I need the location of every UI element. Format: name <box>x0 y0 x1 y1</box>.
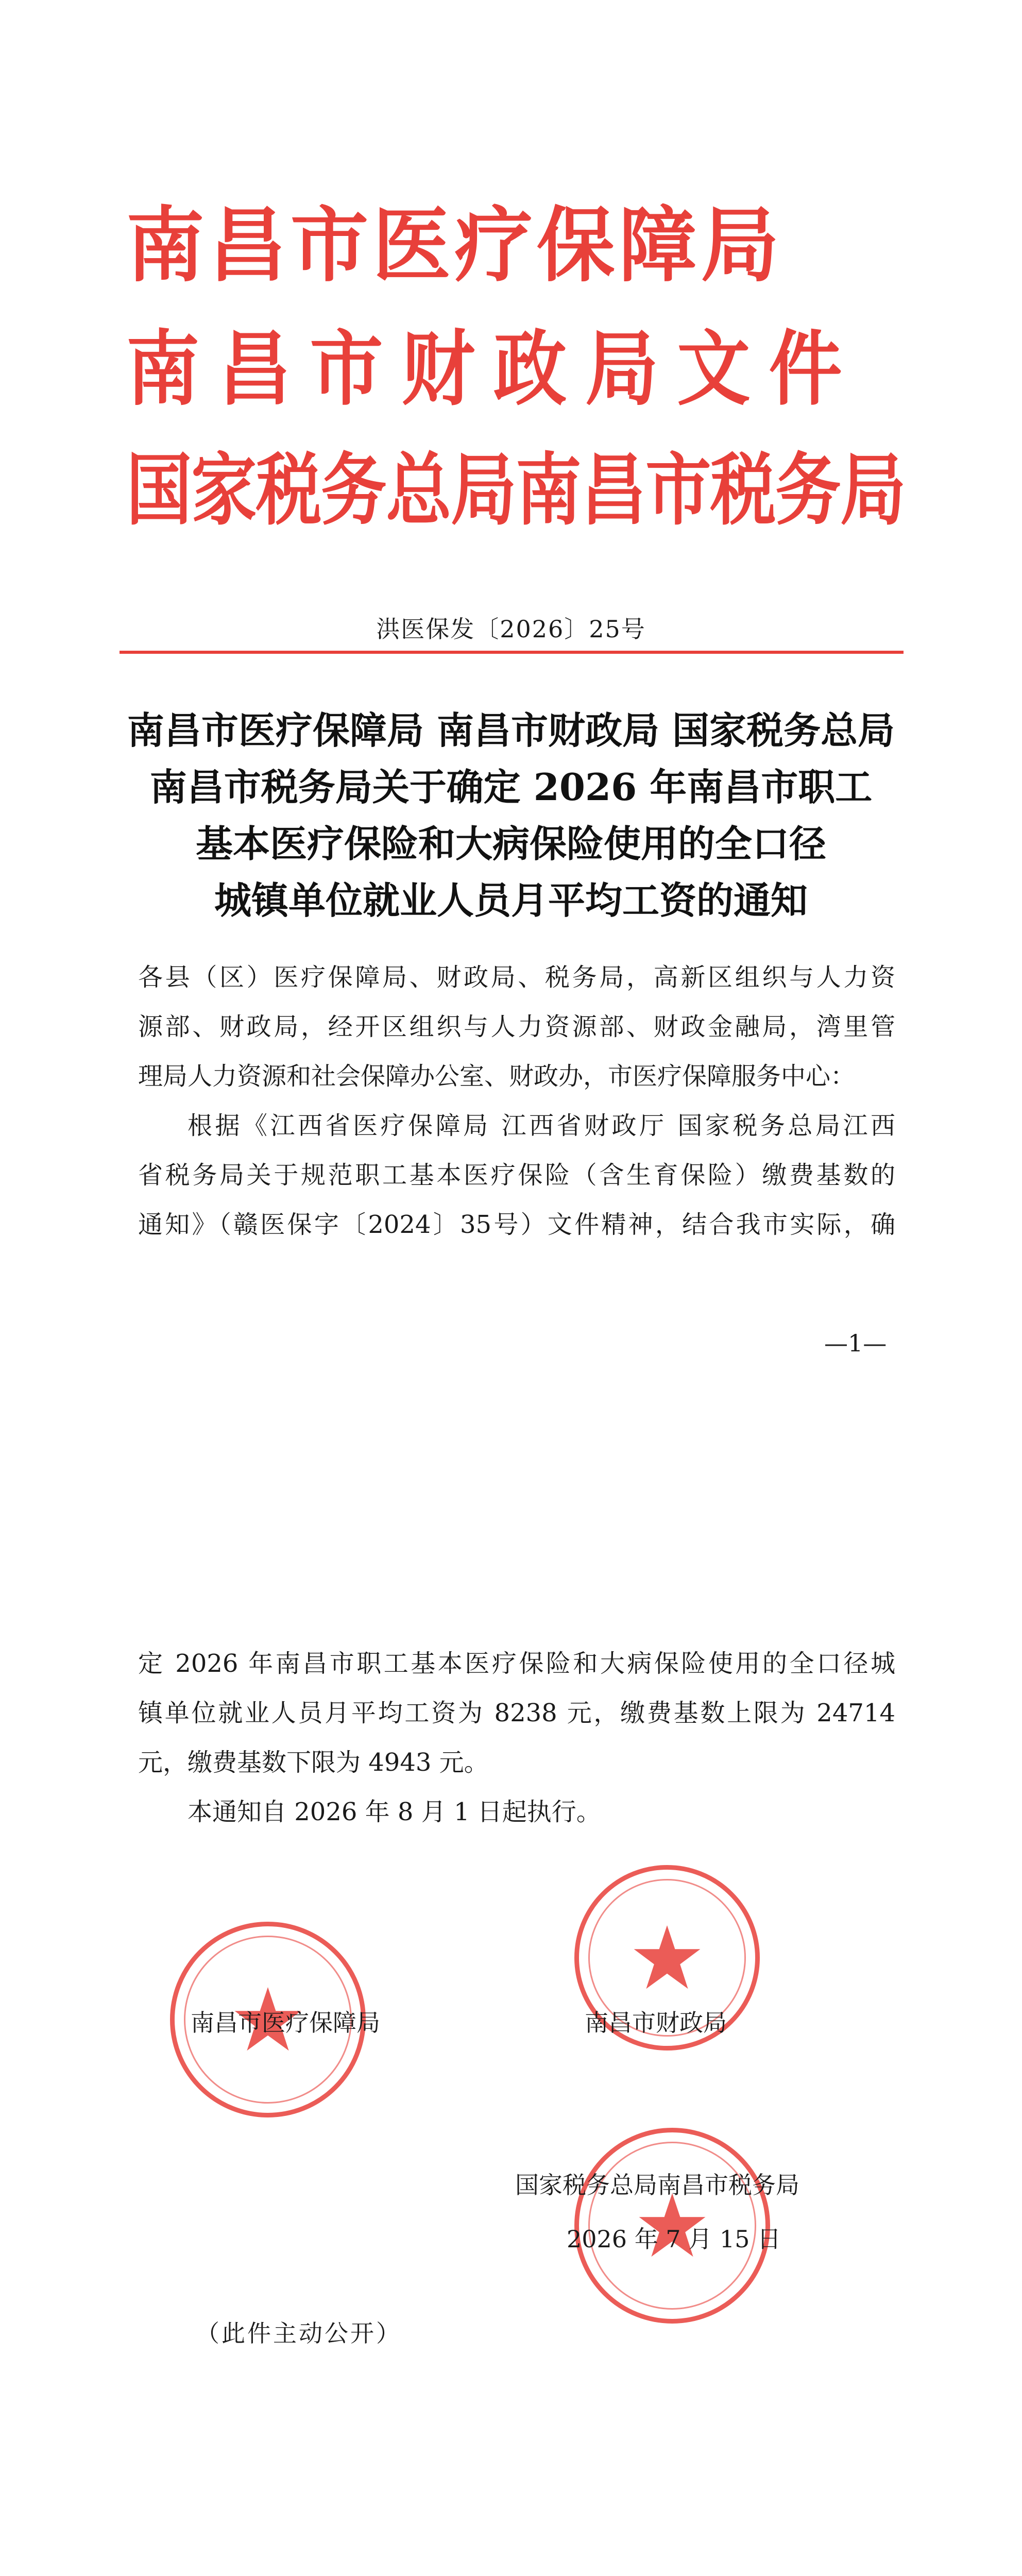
body-text-line: 省税务局关于规范职工基本医疗保险（含生育保险）缴费基数的 <box>138 1161 895 1190</box>
header-issuer-finance-bureau: 南昌市财政局文件 <box>126 322 861 417</box>
header-issuer-tax-bureau: 国家税务总局南昌市税务局 <box>126 445 905 536</box>
document-number: 洪医保发〔2026〕25号 <box>376 615 646 643</box>
body-text-line: 根据《江西省医疗保障局 江西省财政厅 国家税务总局江西 <box>188 1111 895 1140</box>
document-title-line-3: 基本医疗保险和大病保险使用的全口径 <box>195 822 826 866</box>
signatory-finance-bureau: 南昌市财政局 <box>585 2009 727 2037</box>
seal-star-icon <box>631 1922 703 1994</box>
signatory-tax-bureau: 国家税务总局南昌市税务局 <box>515 2171 799 2199</box>
body-text-line: 通知》（赣医保字〔2024〕35号）文件精神，结合我市实际，确 <box>138 1210 895 1239</box>
effective-date-line: 本通知自 2026 年 8 月 1 日起执行。 <box>188 1798 601 1826</box>
body-text-line: 镇单位就业人员月平均工资为 8238 元，缴费基数上限为 24714 <box>138 1699 895 1727</box>
signature-date: 2026 年 7 月 15 日 <box>567 2225 781 2253</box>
addressee-line: 源部、财政局，经开区组织与人力资源部、财政金融局，湾里管 <box>138 1012 895 1041</box>
public-disclosure-note: （此件主动公开） <box>196 2319 402 2347</box>
document-title-line-4: 城镇单位就业人员月平均工资的通知 <box>214 878 808 922</box>
body-text-line: 定 2026 年南昌市职工基本医疗保险和大病保险使用的全口径城 <box>138 1649 895 1678</box>
header-issuer-medical-security-bureau: 南昌市医疗保障局 <box>126 198 783 293</box>
page-number: —1— <box>824 1329 887 1357</box>
signatory-medical-security-bureau: 南昌市医疗保障局 <box>191 2009 380 2037</box>
addressee-line: 各县（区）医疗保障局、财政局、税务局，高新区组织与人力资 <box>138 963 895 992</box>
body-text-line: 元，缴费基数下限为 4943 元。 <box>138 1748 489 1777</box>
document-title-line-2: 南昌市税务局关于确定 2026 年南昌市职工 <box>149 765 873 809</box>
header-red-rule <box>120 651 904 654</box>
addressee-line: 理局人力资源和社会保障办公室、财政办，市医疗保障服务中心： <box>138 1062 856 1091</box>
document-page-2 <box>0 1443 1022 2576</box>
document-title-line-1: 南昌市医疗保障局 南昌市财政局 国家税务总局 <box>127 708 895 752</box>
